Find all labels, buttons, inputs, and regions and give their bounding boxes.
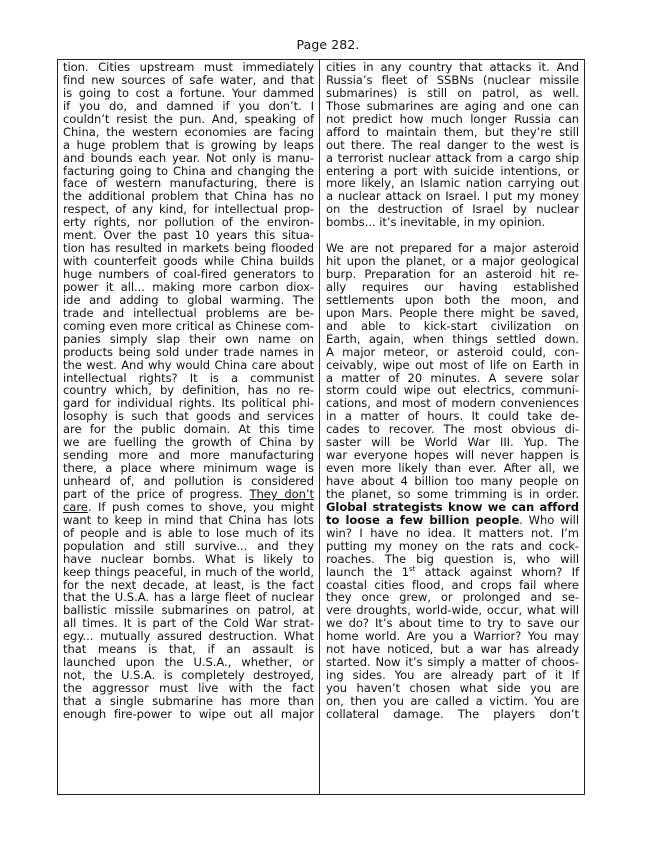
text-line: not predict how much longer Russia can: [326, 111, 579, 126]
text-segment: . If push comes to shove, you might: [87, 499, 314, 514]
text-line: tion. Cities upstream must immediately: [63, 60, 314, 74]
text-line: A major meteor, or asteroid could, con-: [326, 344, 579, 359]
text-line: that a single submarine has more than: [63, 693, 314, 708]
underlined-phrase: They don’t: [249, 486, 314, 501]
text-line: war everyone hopes will never happen is: [326, 448, 579, 463]
text-line: facturing going to China and changing the: [63, 163, 314, 178]
text-line: you haven’t chosen what side you are: [326, 681, 579, 695]
text-line: started. Now it’s simply a matter of choos-: [326, 655, 579, 670]
text-line: find new sources of safe water, and that: [63, 72, 314, 87]
text-line: China, the western economies are facing: [63, 124, 314, 139]
text-line: bombs... it’s inevitable, in my opinion.: [326, 215, 546, 230]
text-line: have about 4 billion too many people on: [326, 474, 579, 488]
text-line: more likely, an Islamic nation carrying out: [326, 176, 579, 191]
text-line: if you do, and damned if you don’t. I: [63, 98, 314, 113]
text-line: for the next decade, at least, is the fact: [63, 577, 314, 592]
text-line: submarines) is still on patrol, as well.: [326, 85, 579, 100]
text-line: settlements upon both the moon, and: [326, 292, 579, 307]
text-segment: launch the 1: [326, 564, 409, 579]
text-line: on, then you are called a victim. You are: [326, 693, 579, 708]
text-line: collateral damage. The players don’t: [326, 706, 579, 721]
text-line: afford to maintain them, but they’re still: [326, 124, 579, 139]
text-line: we are fuelling the growth of China by: [63, 435, 314, 450]
text-line: unheard of, and pollution is considered: [63, 474, 314, 488]
text-line: products being sold under trade names in: [63, 344, 314, 359]
text-line: burp. Preparation for an asteroid hit re-: [326, 267, 579, 281]
text-line: not have noticed, but a war has already: [326, 642, 579, 657]
text-line: gard for individual rights. Its political phi-: [63, 396, 314, 411]
two-column-text-frame: [57, 59, 585, 795]
text-line: Earth, again, when things settled down.: [326, 331, 579, 346]
text-line: population and still survive... and they: [63, 538, 314, 553]
text-segment: attack against whom? If: [415, 564, 579, 579]
underlined-phrase: care: [63, 499, 88, 514]
text-segment: part of the price of progress.: [63, 486, 250, 501]
text-line: Russia’s fleet of SSBNs (nuclear missile: [326, 72, 579, 87]
text-line-with-bold: [326, 514, 579, 527]
text-line: home world. Are you a Warrior? You may: [326, 629, 579, 644]
text-line: We are not prepared for a major asteroid: [326, 241, 579, 256]
text-line: coastal cities flood, and crops fail where: [326, 577, 579, 592]
text-line: is going to cost a fortune. Your dammed: [63, 85, 314, 100]
text-line: we do? It’s about time to try to save our: [326, 616, 579, 631]
text-line: saster will be World War III. Yup. The: [326, 435, 579, 450]
text-line: a nuclear attack on Israel. I put my money: [326, 189, 579, 204]
text-line: cities in any country that attacks it. And: [326, 60, 579, 74]
text-line: ceivably, wipe out most of life on Earth in: [326, 357, 579, 372]
text-line: cations, and most of modern conveniences: [326, 396, 579, 411]
text-line: out there. The real danger to the west is: [326, 137, 579, 152]
text-line: Those submarines are aging and one can: [326, 98, 579, 113]
text-line: putting my money on the rats and cock-: [326, 538, 579, 553]
bold-text-line: Global strategists know we can afford: [326, 499, 579, 514]
text-line: egy... mutually assured destruction. What: [63, 629, 314, 644]
text-line: roaches. The big question is, who will: [326, 551, 579, 566]
text-line: are for the public domain. At this time: [63, 422, 314, 437]
text-line: and able to kick-start civilization on: [326, 318, 579, 333]
text-line: upon Mars. People there might be saved,: [326, 305, 579, 320]
text-line: keep things peaceful, in much of the world,: [63, 564, 314, 579]
text-line: panies simply slap their own name on: [63, 331, 314, 346]
page-number-header: Page 282.: [296, 37, 360, 52]
text-line: power it all... making more carbon diox-: [63, 279, 314, 294]
text-line: enough fire-power to wipe out all major: [63, 706, 314, 721]
text-line: entering a port with suicide intentions, or: [326, 163, 579, 178]
text-line: and bounds each year. Not only is manu-: [63, 150, 314, 165]
text-line: couldn’t resist the pun. And, speaking of: [63, 111, 314, 126]
text-line: they once grew, or prolonged and se-: [326, 590, 579, 605]
text-line: losophy is such that goods and services: [63, 409, 314, 424]
text-line: that the U.S.A. has a large fleet of nuclear: [63, 590, 314, 605]
text-line: erty rights, nor pollution of the environ-: [63, 215, 314, 230]
text-line: a terrorist nuclear attack from a cargo ship: [326, 150, 579, 165]
text-line: intellectual rights? It is a communist: [63, 370, 314, 385]
text-line: of people and is able to lose much of its: [63, 525, 314, 540]
text-line: country which, by definition, has no re-: [63, 383, 314, 398]
text-line: respect, of any kind, for intellectual prop-: [63, 202, 314, 217]
text-line: in a matter of hours. It could take de-: [326, 409, 579, 424]
text-line: have nuclear bombs. What is likely to: [63, 551, 314, 566]
text-line: face of western manufacturing, there is: [63, 176, 314, 191]
text-line: sending more and more manufacturing: [63, 448, 314, 463]
text-line: ally requires our having established: [326, 279, 579, 294]
left-text-column: [58, 60, 320, 794]
text-line: all times. It is part of the Cold War strat-: [63, 616, 314, 631]
text-line: storm could wipe out electrics, communi-: [326, 383, 579, 398]
text-line: there, a place where minimum wage is: [63, 461, 314, 476]
text-line: a matter of 20 minutes. A severe solar: [326, 370, 579, 385]
text-line: with counterfeit goods while China builds: [63, 254, 314, 269]
text-line: ing sides. You are already part of it If: [326, 668, 579, 683]
text-line: vere droughts, world-wide, occur, what will: [326, 603, 579, 618]
text-line: hit upon the planet, or a major geological: [326, 254, 579, 269]
ordinal-superscript: st: [409, 564, 416, 573]
text-line: ment. Over the past 10 years this situa-: [63, 228, 314, 243]
text-line: cades to recover. The most obvious di-: [326, 422, 579, 437]
text-line: the planet, so some trimming is in order.: [326, 486, 579, 501]
text-line: want to keep in mind that China has lots: [63, 512, 314, 527]
text-line: a huge problem that is growing by leaps: [63, 137, 314, 152]
text-line: win? I have no idea. It matters not. I’m: [326, 525, 579, 540]
text-line: coming even more critical as Chinese com-: [63, 318, 314, 333]
text-line: on the destruction of Israel by nuclear: [326, 202, 579, 217]
text-line-with-superscript: [326, 566, 579, 579]
text-line-with-underline: [63, 501, 314, 514]
text-segment: . Who will: [519, 512, 579, 527]
text-line: even more likely than ever. After all, we: [326, 461, 579, 476]
text-line: tion has resulted in markets being flooded: [63, 241, 314, 256]
bold-phrase: to loose a few billion people: [326, 512, 520, 527]
text-line: not, the U.S.A. is completely destroyed,: [63, 668, 314, 683]
text-line: launched upon the U.S.A., whether, or: [63, 655, 314, 670]
text-line: huge numbers of coal-fired generators to: [63, 267, 314, 281]
text-line: the additional problem that China has no: [63, 189, 314, 204]
text-line: that means is that, if an assault is: [63, 642, 314, 657]
text-line: trade and intellectual problems are be-: [63, 305, 314, 320]
right-text-column: [320, 60, 584, 794]
text-line: the aggressor must live with the fact: [63, 681, 314, 695]
text-line: the west. And why would China care about: [63, 357, 314, 372]
text-line: ide and adding to global warming. The: [63, 292, 314, 307]
text-line: ballistic missile submarines on patrol, at: [63, 603, 314, 618]
